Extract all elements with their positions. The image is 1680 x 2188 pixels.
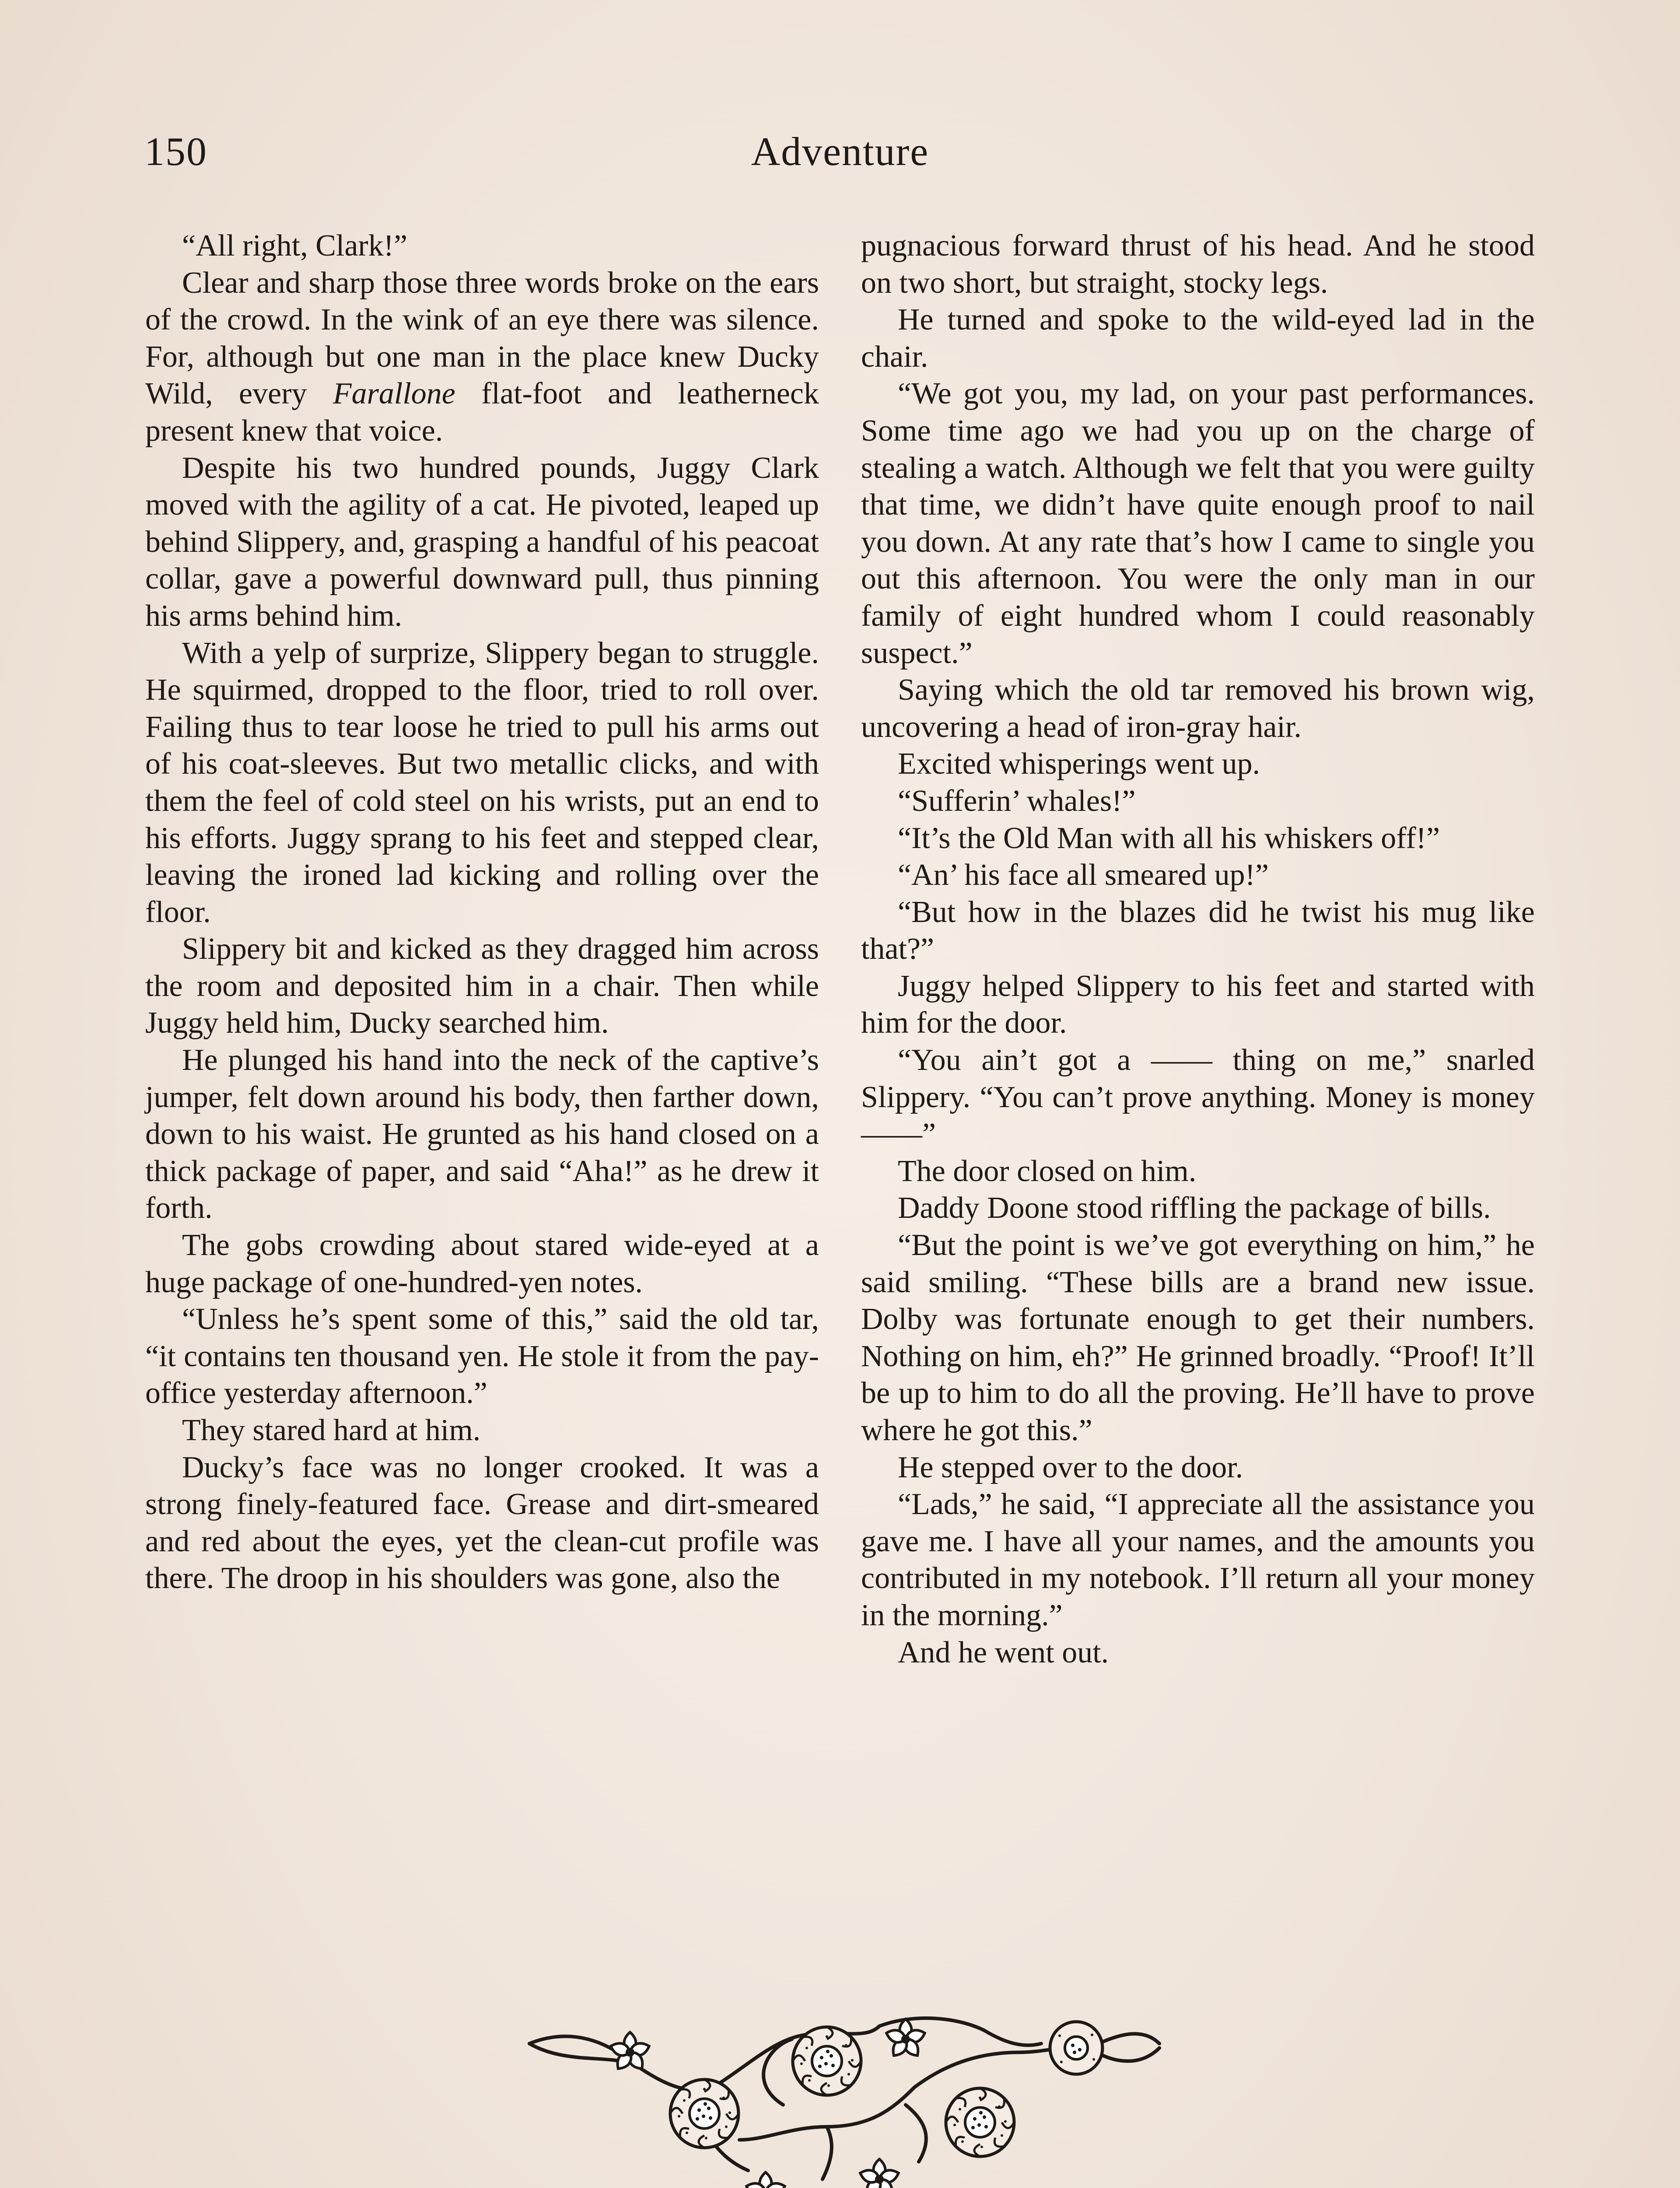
paragraph: “Sufferin’ whales!” bbox=[898, 784, 1136, 818]
paragraph: “Lads,” he said, “I appreciate all the assistance you gave me. I have all your names, and the amounts you contributed in my notebook. I’ll return all your money in the morning.” bbox=[861, 1487, 1535, 1632]
left-column bbox=[145, 228, 819, 1597]
paragraph: They stared hard at him. bbox=[182, 1413, 481, 1447]
paragraph: Daddy Doone stood riffling the package of bills. bbox=[898, 1191, 1491, 1225]
floral-vine-tailpiece-icon bbox=[521, 1995, 1168, 2188]
running-title: Adventure bbox=[751, 129, 929, 174]
paragraph: Juggy helped Slippery to his feet and started with him for the door. bbox=[861, 969, 1535, 1040]
paragraph: He stepped over to the door. bbox=[898, 1450, 1243, 1484]
paragraph: “But how in the blazes did he twist his mug like that?” bbox=[861, 895, 1535, 966]
italic-ship-name: Farallone bbox=[332, 377, 455, 411]
paragraph: He turned and spoke to the wild-eyed lad in the chair. bbox=[861, 303, 1535, 374]
paragraph: “It’s the Old Man with all his whiskers off!” bbox=[898, 821, 1440, 855]
right-column bbox=[861, 228, 1535, 1671]
paragraph: “You ain’t got a —— thing on me,” snarled Slippery. “You can’t prove anything. Money is money——” bbox=[861, 1043, 1535, 1151]
paragraph: “But the point is we’ve got everything on him,” he said smiling. “These bills are a brand new issue. Dolby was fortunate enough to get their numbers. Nothing on him, eh?” He grinned broadly. “Proof! It’ll be up to him to do all the proving. He’ll have to prove where he got this.” bbox=[861, 1228, 1535, 1447]
paragraph: And he went out. bbox=[898, 1635, 1109, 1669]
paragraph: With a yelp of surprize, Slippery began to struggle. He squirmed, dropped to the floor, tried to roll over. Failing thus to tear loose he tried to pull his arms out of his coat-sleeves. But two metallic clicks, and with them the feel of cold steel on his wrists, put an end to his efforts. Juggy sprang to his feet and stepped clear, leaving the ironed lad kicking and rolling over the floor. bbox=[145, 636, 819, 929]
paragraph: “Unless he’s spent some of this,” said the old tar, “it contains ten thousand yen. He stole it from the pay-office yesterday afternoon.” bbox=[145, 1302, 819, 1410]
paragraph: “We got you, my lad, on your past performances. Some time ago we had you up on the charge of stealing a watch. Although we felt that you were guilty that time, we didn’t have quite enough proof to nail you down. At any rate that’s how I came to single you out this afternoon. You were the only man in our family of eight hundred whom I could reasonably suspect.” bbox=[861, 377, 1535, 670]
paragraph: Excited whisperings went up. bbox=[898, 747, 1260, 781]
paragraph: Slippery bit and kicked as they dragged him across the room and deposited him in a chair. Then while Juggy held him, Ducky searched him. bbox=[145, 932, 819, 1040]
paragraph-text: flat-foot and leatherneck present knew that voice. bbox=[145, 377, 819, 448]
paragraph: The door closed on him. bbox=[898, 1154, 1197, 1188]
paragraph: “An’ his face all smeared up!” bbox=[898, 858, 1269, 892]
paragraph bbox=[145, 265, 819, 450]
paragraph: “All right, Clark!” bbox=[182, 229, 408, 263]
paragraph-text: Clear and sharp those three words broke on the ears of the crowd. In the wink of an eye there was silence. For, although but one man in the place knew Ducky Wild, every bbox=[145, 266, 819, 411]
paragraph: Despite his two hundred pounds, Juggy Clark moved with the agility of a cat. He pivoted, leaped up behind Slippery, and, grasping a handful of his peacoat collar, gave a powerful downward pull, thus pinning his arms behind him. bbox=[145, 451, 819, 633]
page-number: 150 bbox=[144, 129, 207, 174]
paragraph: Ducky’s face was no longer crooked. It was a strong finely-featured face. Grease and dirt-smeared and red about the eyes, yet the clean-cut profile was there. The droop in his shoulders was gone, also the bbox=[145, 1450, 819, 1595]
paragraph: He plunged his hand into the neck of the captive’s jumper, felt down around his body, then farther down, down to his waist. He grunted as his hand closed on a thick package of paper, and said “Aha!” as he drew it forth. bbox=[145, 1043, 819, 1225]
paragraph-continued: pugnacious forward thrust of his head. And he stood on two short, but straight, stocky legs. bbox=[861, 229, 1535, 300]
paragraph: The gobs crowding about stared wide-eyed at a huge package of one-hundred-yen notes. bbox=[145, 1228, 819, 1299]
paragraph: Saying which the old tar removed his brown wig, uncovering a head of iron-gray hair. bbox=[861, 673, 1535, 744]
